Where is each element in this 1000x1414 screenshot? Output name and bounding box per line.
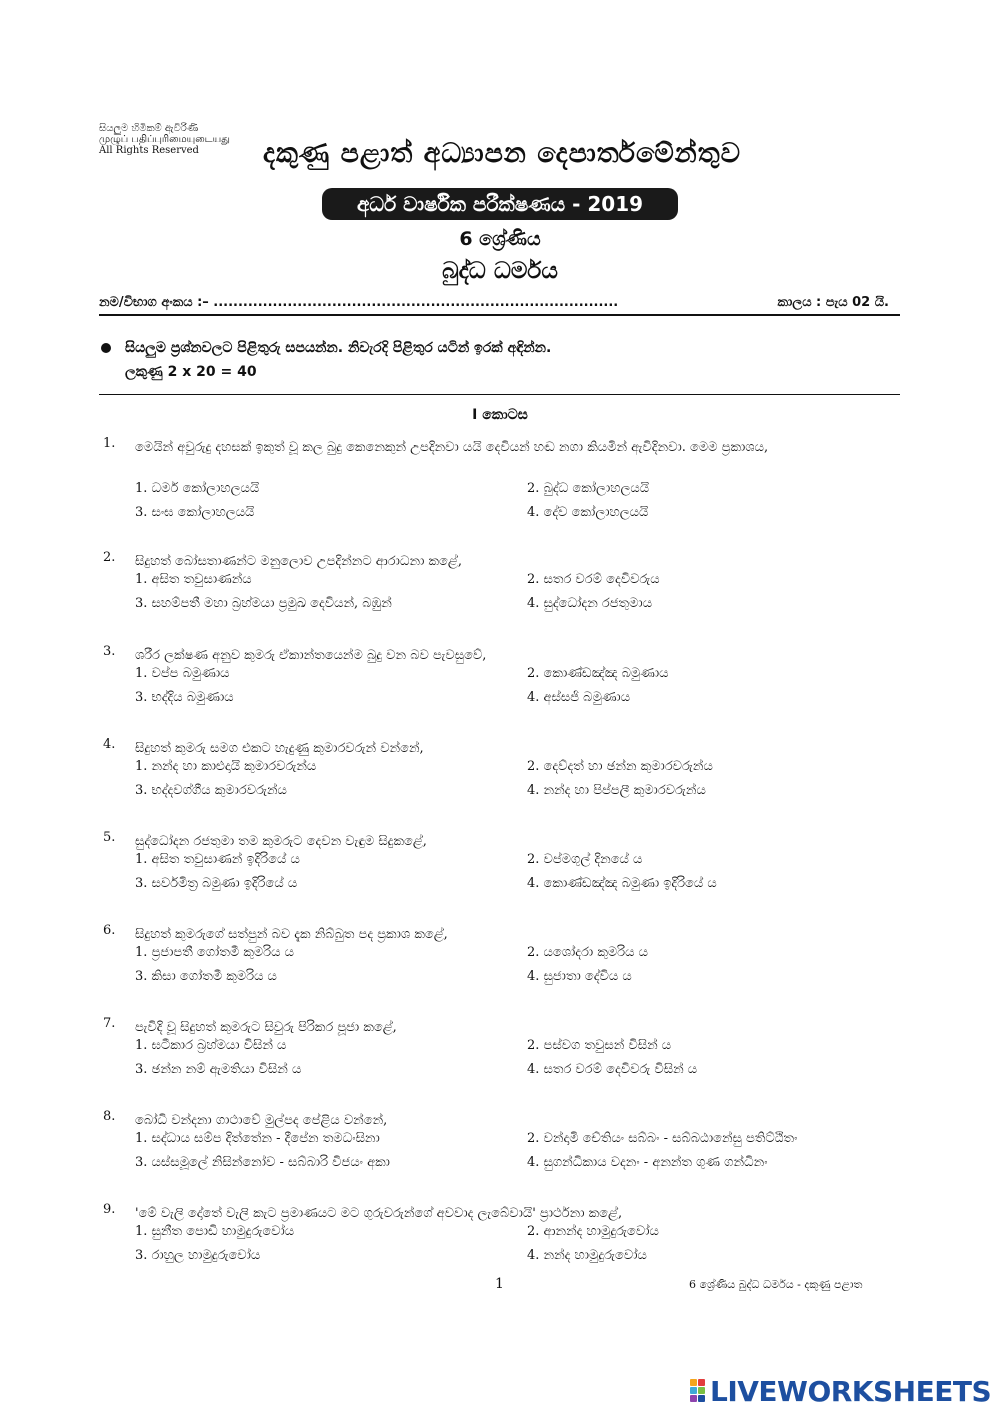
question-number: 2.: [103, 550, 116, 565]
name-label[interactable]: නම/විභාග අංකය :– ..................................................................................: [99, 295, 619, 310]
answer-option-2[interactable]: 2. වන්දාමි චේතියං සබ්බං - සබ්බඨානේසු පතිට්ඨිතං: [527, 1131, 798, 1146]
answer-option-3[interactable]: 3. යස්සමූලේ නිසින්නෝව - සබ්බාරි විජයං අකා: [135, 1155, 390, 1170]
answer-option-3[interactable]: 3. රාහුල හාමුදුරුවෝය: [135, 1248, 261, 1263]
page-number: 1: [495, 1276, 504, 1292]
answer-option-2[interactable]: 2. බුද්ධ කෝලාහලයයි: [527, 481, 650, 496]
marks-text: ලකුණු 2 x 20 = 40: [125, 364, 257, 380]
liveworksheets-wordmark: LIVEWORKSHEETS: [710, 1374, 992, 1408]
answer-option-1[interactable]: 1. ඝටීකාර බ්‍රහ්මයා විසින් ය: [135, 1038, 287, 1053]
question-number: 6.: [103, 923, 116, 938]
answer-option-2[interactable]: 2. දෙව්දත් හා ඡන්න කුමාරවරුන්ය: [527, 759, 713, 774]
answer-option-3[interactable]: 3. සහම්පතී මහා බ්‍රහ්මයා ප්‍රමුඛ දෙවියන්, බඹුන්: [135, 596, 392, 611]
question-stem: සිදුහත් කුමරු සමග එකට හැදුණු කුමාරවරුන් වන්නේ,: [135, 741, 424, 756]
header-divider: [99, 314, 900, 316]
question-number: 8.: [103, 1109, 116, 1124]
footer-caption: 6 ශ්‍රේණිය බුද්ධ ධර්මය - දකුණු පළාත: [689, 1278, 863, 1291]
question-number: 1.: [103, 436, 116, 451]
question-stem: 'මේ වැලි දෝතේ වැලි කැට ප්‍රමාණයට මට ගුරුවරුන්ගේ අවවාද ලැබේවායි' ප්‍රාර්ථනා කළේ,: [135, 1206, 623, 1221]
answer-option-2[interactable]: 2. කොණ්ඩඤ්ඤ බමුණාය: [527, 666, 669, 681]
answer-option-3[interactable]: 3. සර්වමිත්‍ර බමුණා ඉදිරියේ ය: [135, 876, 298, 891]
question-stem: සිදුහත් කුමරුගේ සත්පුන් බව දැක නිබ්බුත පද ප්‍රකාශ කළේ,: [135, 927, 448, 942]
question-stem: ශරීර ලක්ෂණ අනුව කුමරු ඒකාන්තයෙන්ම බුදු වන බව පැවසුවේ,: [135, 648, 487, 663]
answer-option-1[interactable]: 1. සද්ධාය සම්ප දිත්තේන - දීපේන තමධංසිනා: [135, 1131, 380, 1146]
rights-line-english: All Rights Reserved: [99, 145, 199, 156]
question-stem: මෙයින් අවුරුදු දහසක් ඉකුත් වූ කල බුදු කෙනෙකුන් උපදිනවා යයි දෙවියන් හඬ නගා කියමින් ඇවිදිනවා. මෙම ප්‍රකාශය,: [135, 440, 769, 455]
answer-option-1[interactable]: 1. වප්ප බමුණාය: [135, 666, 230, 681]
rights-line-sinhala: සියලුම හිමිකම් ඇවිරිණි: [99, 123, 199, 134]
instructions-divider: [99, 394, 900, 395]
liveworksheets-brand[interactable]: [690, 1374, 992, 1408]
question-number: 5.: [103, 830, 116, 845]
answer-option-2[interactable]: 2. ආනන්ද හාමුදුරුවෝය: [527, 1224, 659, 1239]
question-stem: සිදුහත් බෝසතාණන්ට මනුලොව උපදින්නට ආරාධනා කළේ,: [135, 554, 462, 569]
rights-line-tamil: முழுப் பதிப்புரிமையுடையது: [99, 134, 230, 145]
bullet-icon: [101, 343, 111, 353]
answer-option-3[interactable]: 3. භද්දිය බමුණාය: [135, 690, 234, 705]
answer-option-1[interactable]: 1. නන්ද හා කාළුදායි කුමාරවරුන්ය: [135, 759, 317, 774]
answer-option-1[interactable]: 1. අසිත තවුසාණන් ඉදිරියේ ය: [135, 852, 300, 867]
answer-option-2[interactable]: 2. සතර වරම් දෙවිවරුය: [527, 572, 660, 587]
rights-notice: [99, 123, 230, 156]
answer-option-3[interactable]: 3. භද්දවග්ගීය කුමාරවරුන්ය: [135, 783, 287, 798]
answer-option-2[interactable]: 2. පස්වග තවුසන් විසින් ය: [527, 1038, 672, 1053]
answer-option-4[interactable]: 4. සුද්ධෝදන රජතුමාය: [527, 596, 653, 611]
exam-badge: අර්ධ වාර්ෂික පරීක්ෂණය - 2019: [322, 188, 678, 220]
answer-option-3[interactable]: 3. ඡන්න නම් ඇමතියා විසින් ය: [135, 1062, 302, 1077]
answer-option-4[interactable]: 4. අස්සජි බමුණාය: [527, 690, 631, 705]
question-number: 7.: [103, 1016, 116, 1031]
answer-option-1[interactable]: 1. අසිත තවුසාණන්ය: [135, 572, 252, 587]
question-number: 3.: [103, 644, 116, 659]
instructions: [101, 340, 551, 356]
department-title: දකුණු පළාත් අධ්‍යාපන දෙපාර්තමේන්තුව: [262, 138, 742, 169]
subject-title: බුද්ධ ධර්මය: [442, 258, 558, 284]
instructions-text: සියලුම ප්‍රශ්නවලට පිළිතුරු සපයන්න. නිවැරදි පිළිතුර යටින් ඉරක් අඳින්න.: [125, 340, 552, 356]
question-stem: පැවිදි වූ සිදුහත් කුමරුට සිවුරු පිරිකර පූජා කළේ,: [135, 1020, 397, 1035]
answer-option-4[interactable]: 4. නන්ද හා පිප්පලී කුමාරවරුන්ය: [527, 783, 706, 798]
question-stem: බෝධි වන්දනා ගාථාවේ මුල්පද පේළිය වන්නේ,: [135, 1113, 388, 1128]
answer-option-4[interactable]: 4. සුගන්ධිකාය වදනං - අනන්ත ගුණ ගන්ධිනං: [527, 1155, 768, 1170]
answer-option-1[interactable]: 1. ධර්ම කෝලාහලයයි: [135, 481, 260, 496]
answer-option-4[interactable]: 4. සතර වරම් දෙවිවරු විසින් ය: [527, 1062, 698, 1077]
grade-title: 6 ශ්‍රේණිය: [459, 228, 541, 250]
answer-option-1[interactable]: 1. සුනීත පොඩි හාමුදුරුවෝය: [135, 1224, 295, 1239]
question-stem: සුද්ධෝදන රජතුමා තම කුමරුට දෙවන වැඳුම සිදුකළේ,: [135, 834, 427, 849]
section-title: I කොටස: [472, 407, 528, 423]
time-label: කාලය : පැය 02 යි.: [777, 295, 889, 310]
answer-option-3[interactable]: 3. සංඝ කෝලාහලයයි: [135, 505, 255, 520]
answer-option-4[interactable]: 4. කොණ්ඩඤ්ඤ බමුණා ඉදිරියේ ය: [527, 876, 717, 891]
answer-option-3[interactable]: 3. කිසා ගෝතමී කුමරිය ය: [135, 969, 277, 984]
question-number: 4.: [103, 737, 116, 752]
question-number: 9.: [103, 1202, 116, 1217]
liveworksheets-logo-icon: [690, 1377, 706, 1405]
answer-option-1[interactable]: 1. ප්‍රජාපතී ගෝතමී කුමරිය ය: [135, 945, 294, 960]
answer-option-4[interactable]: 4. සුජාතා දේවිය ය: [527, 969, 632, 984]
answer-option-2[interactable]: 2. යශෝදරා කුමරිය ය: [527, 945, 648, 960]
answer-option-4[interactable]: 4. දේව කෝලාහලයයි: [527, 505, 649, 520]
answer-option-2[interactable]: 2. වප්මගුල් දිනයේ ය: [527, 852, 643, 867]
answer-option-4[interactable]: 4. නන්ද හාමුදුරුවෝය: [527, 1248, 647, 1263]
